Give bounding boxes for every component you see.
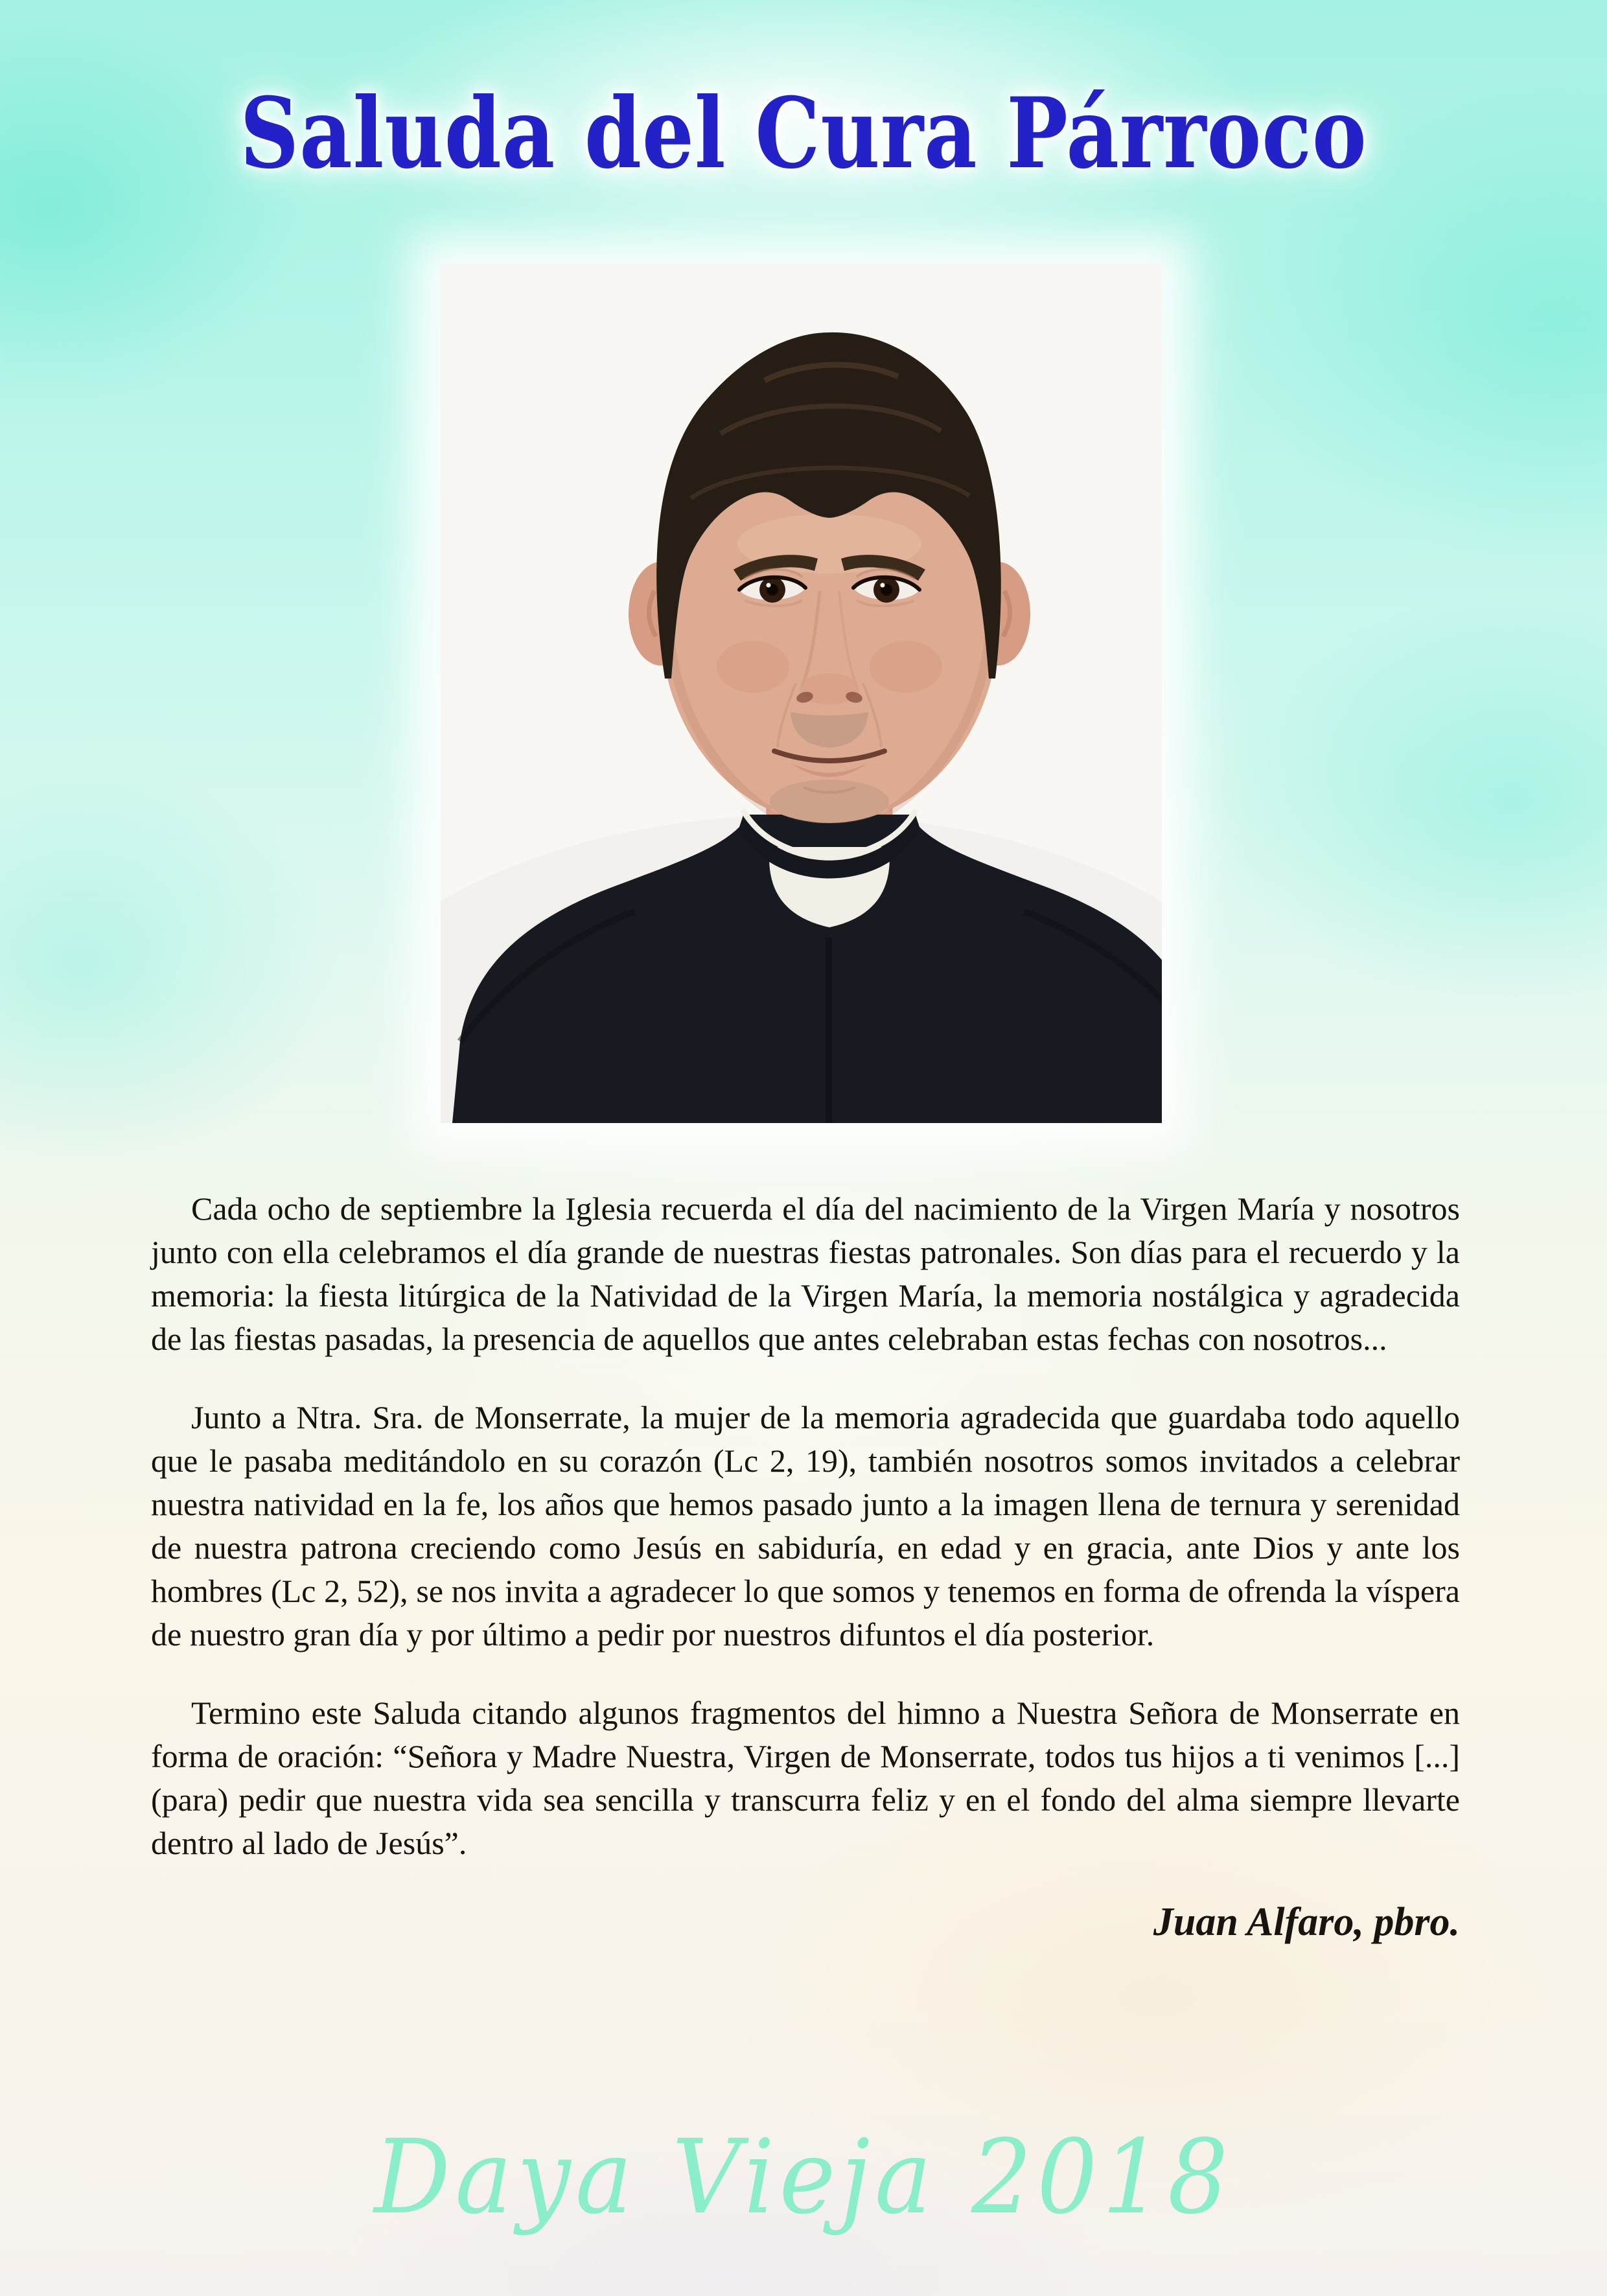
paragraph-3: Termino este Saluda citando algunos fragmentos del himno a Nuestra Señora de Monserrate en forma de oración: “Señora y Madre Nuestra, Virgen de Monserrate, todos tus hijos a ti venimos [...] (para) pedir que nuestra vida sea sencilla y transcurra feliz y en el fondo del alma siempre llevarte dentro al lado de Jesús”. (151, 1695, 1460, 1861)
footer-title: Daya Vieja 2018 (374, 2118, 1233, 2237)
greeting-text (151, 1187, 1460, 1979)
priest-portrait-illustration (441, 264, 1162, 1123)
paragraph-1: Cada ocho de septiembre la Iglesia recuerda el día del nacimiento de la Virgen María y nosotros junto con ella celebramos el día grande de nuestras fiestas patronales. Son días para el recuerdo y la memoria: la fiesta litúrgica de la Natividad de la Virgen María, la memoria nostálgica y agradecida de las fiestas pasadas, la presencia de aquellos que antes celebraban estas fechas con nosotros... (151, 1190, 1460, 1357)
priest-photo (441, 264, 1162, 1123)
page-title: Saluda del Cura Párroco (240, 76, 1367, 191)
signature: Juan Alfaro, pbro. (1153, 1900, 1460, 1944)
paragraph-2: Junto a Ntra. Sra. de Monserrate, la mujer de la memoria agradecida que guardaba todo aquello que le pasaba meditándolo en su corazón (Lc 2, 19), también nosotros somos invitados a celebrar nuestra natividad en la fe, los años que hemos pasado junto a la imagen llena de ternura y serenidad de nuestra patrona creciendo como Jesús en sabiduría, en edad y en gracia, ante Dios y ante los hombres (Lc 2, 52), se nos invita a agradecer lo que somos y tenemos en forma de ofrenda la víspera de nuestro gran día y por último a pedir por nuestros difuntos el día posterior. (151, 1399, 1460, 1652)
